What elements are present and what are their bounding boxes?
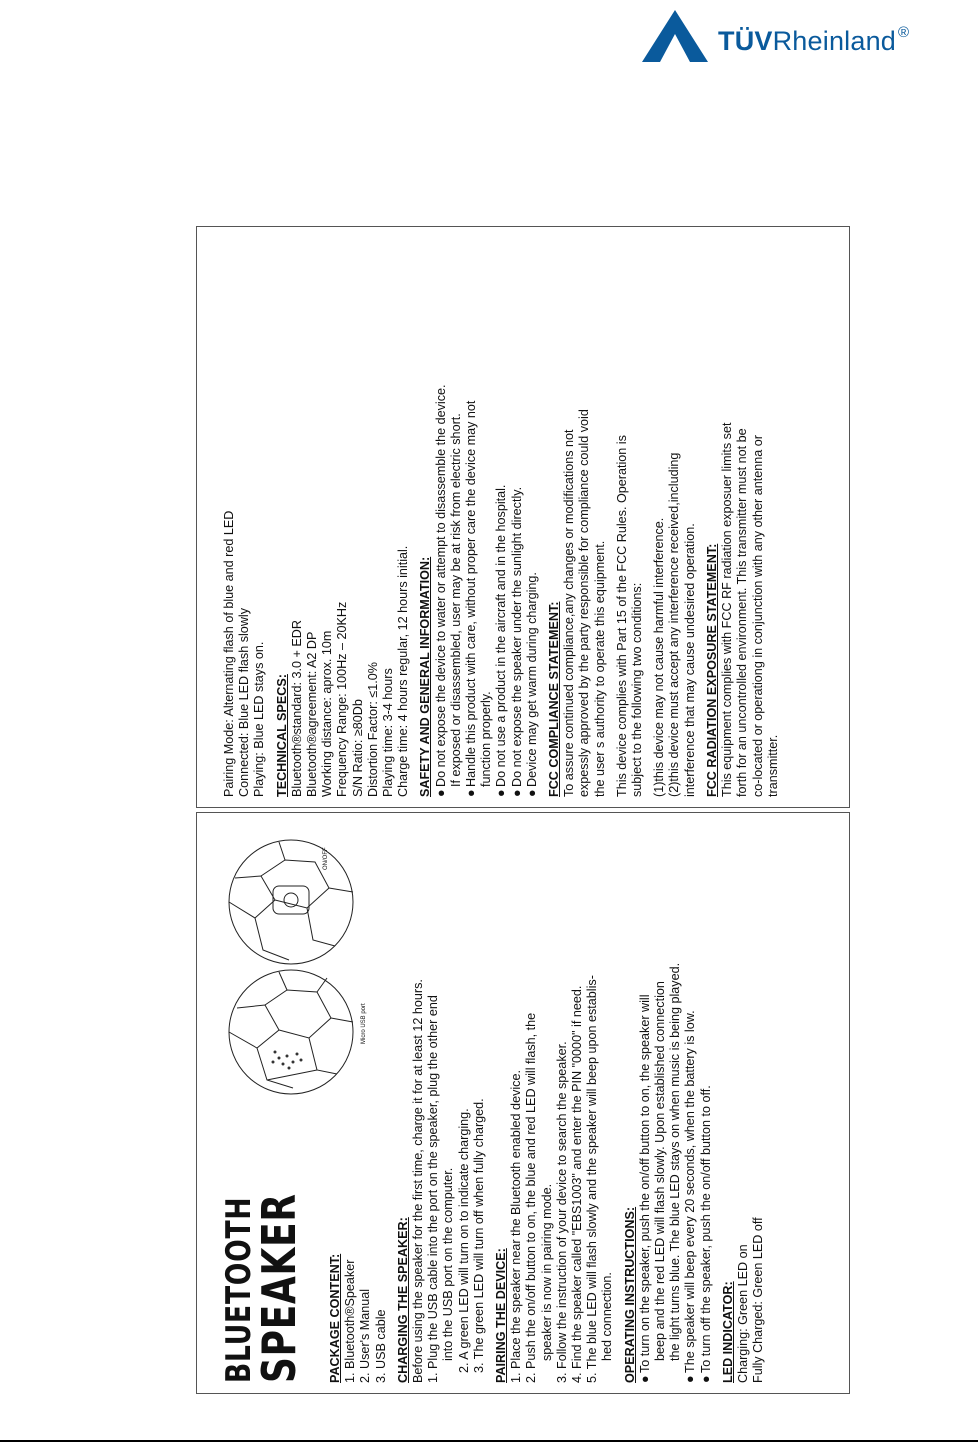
- pairing-step-cont: speaker is now in pairing mode.: [539, 1183, 554, 1361]
- safety-item: ●Do not use a product in the aircraft and in the hospital.: [494, 484, 509, 797]
- operating-item-cont: the light turns blue. The blue LED stays on when music is being played.: [668, 962, 683, 1361]
- fcc-line: expessly approved by the party responsible for compliance could void: [577, 409, 592, 797]
- safety-heading: SAFETY AND GENERAL INFORMATION:: [418, 556, 433, 797]
- speaker-ball-icon: [209, 812, 379, 1100]
- spec-line: Frequency Range: 100Hz – 20KHz: [335, 601, 350, 797]
- fcc-line: This device complies with Part 15 of the FCC Rules. Operation is: [614, 435, 629, 797]
- rf-heading: FCC RADIATION EXPOSURE STATEMENT:: [704, 543, 719, 797]
- usb-port-label: Micro USB port: [361, 1003, 367, 1044]
- manual-back-page: [196, 226, 850, 808]
- fcc-line: (1)this device may not cause harmful interference.: [652, 517, 667, 797]
- manual-front-content: [197, 813, 850, 1394]
- specs-heading: TECHNICAL SPECS:: [274, 674, 289, 797]
- rf-line: This equipment complies with FCC RF radiation exposuer limits set: [720, 422, 735, 797]
- fcc-line: interference that may cause undesired operation.: [682, 523, 697, 797]
- operating-item: ●The speaker will beep every 20 seconds, when the battery is low.: [683, 1010, 698, 1383]
- pairing-step-cont: hed connection.: [600, 1272, 615, 1361]
- package-heading: PACKAGE CONTENT:: [328, 1253, 342, 1383]
- safety-item: ●Do not expose the device to water or attempt to disassemble the device.: [433, 384, 448, 797]
- pairing-step: 3. Follow the instruction of your device to search the speaker.: [554, 1041, 569, 1383]
- fcc-line: (2)this device must accept any interference received,including: [667, 452, 682, 797]
- tuv-triangle-icon: [640, 8, 710, 64]
- spec-line: Working distance: aprox. 10m: [320, 630, 335, 797]
- safety-item-cont: If exposed or disassembled, user may be at risk from electric short.: [448, 413, 463, 787]
- safety-item: ●Do not expose the speaker under the sunlight directly.: [509, 486, 524, 797]
- led-mode-line: Pairing Mode: Alternating flash of blue and red LED: [222, 510, 236, 797]
- tuv-rheinland-logo: [640, 8, 960, 68]
- charging-step: 3. The green LED will turn off when fully charged.: [471, 1098, 486, 1373]
- manual-front-page: [196, 812, 850, 1394]
- led-mode-line: Connected: Blue LED flash slowly: [237, 607, 252, 797]
- led-line: Fully Charged: Green LED off: [751, 1217, 766, 1383]
- charging-step: 1. Plug the USB cable into the port on the speaker, plug the other end: [426, 995, 441, 1383]
- pairing-step: 1. Place the speaker near the Bluetooth enabled device.: [509, 1070, 524, 1383]
- package-item: 3. USB cable: [373, 1309, 388, 1383]
- charging-step-cont: into the USB port on the computer.: [441, 1167, 456, 1361]
- operating-heading: OPERATING INSTRUCTIONS:: [622, 1206, 637, 1383]
- pairing-step: 2. Push the on/off button to on, the blue and red LED will flash, the: [524, 1012, 539, 1383]
- operating-item: ●To turn off the speaker, push the on/off button to off.: [698, 1085, 713, 1383]
- led-mode-line: Playing: Blue LED stays on.: [252, 641, 267, 797]
- pairing-step: 4. Find the speaker called "EBS1003" and enter the PIN "0000" if need.: [570, 985, 585, 1383]
- operating-item-cont: beep and the red LED will flash slowly. Upon established connection: [653, 981, 668, 1361]
- package-item: 1. Bluetooth®Speaker: [343, 1259, 358, 1383]
- charging-intro: Before using the speaker for the first time, charge it for at least 12 hours.: [411, 979, 426, 1383]
- safety-item-cont: function properly.: [479, 691, 494, 787]
- spec-line: S/N Ratio: ≥80Db: [350, 699, 365, 797]
- spec-line: Distortion Factor: ≤1.0%: [365, 662, 380, 797]
- power-switch-label: ON/OFF: [323, 847, 329, 870]
- charging-step: 2. A green LED will turn on to indicate charging.: [456, 1108, 471, 1373]
- safety-item: ●Handle this product with care, without proper care the device may not: [464, 400, 479, 797]
- charging-heading: CHARGING THE SPEAKER:: [395, 1217, 410, 1383]
- fcc-line: To assure continued compliance,any changes or modifications not: [562, 429, 577, 797]
- spec-line: Playing time: 3-4 hours: [381, 668, 396, 797]
- led-line: Charging: Green LED on: [736, 1244, 751, 1383]
- page-bottom-rule: [0, 1440, 978, 1442]
- fcc-heading: FCC COMPLIANCE STATEMENT:: [547, 601, 562, 797]
- rf-line: co-located or operationg in conjunction with any other antenna or: [750, 435, 765, 797]
- rf-line: transmitter.: [765, 734, 780, 797]
- title-line-1: BLUETOOTH: [219, 1196, 259, 1383]
- operating-item: ●To turn on the speaker, push the on/off button to on, the speaker will: [637, 994, 652, 1383]
- fcc-line: subject to the following two conditions:: [630, 582, 645, 797]
- package-item: 2. User's Manual: [358, 1288, 373, 1383]
- title-line-2: SPEAKER: [252, 1193, 306, 1383]
- fcc-line: the user s authority to operate this equipment.: [592, 540, 607, 797]
- safety-item: ●Device may get warm during charging.: [524, 572, 539, 797]
- spec-line: Bluetooth®standard: 3.0 + EDR: [289, 620, 304, 797]
- manual-back-content: [197, 227, 850, 808]
- led-heading: LED INDICATOR:: [720, 1281, 735, 1383]
- rf-line: forth for an uncontrolled environment. This transmitter must not be: [735, 428, 750, 797]
- pairing-step: 5. The blue LED will flash slowly and the speaker will beep upon establis-: [585, 975, 600, 1383]
- speaker-illustration: [209, 812, 379, 1100]
- spec-line: Bluetooth®agreement: A2 DP: [305, 631, 320, 797]
- spec-line: Charge time: 4 hours regular, 12 hours initial.: [396, 545, 411, 797]
- pairing-heading: PAIRING THE DEVICE:: [494, 1248, 509, 1383]
- logo-wordmark: TÜVRheinland ®: [718, 24, 910, 56]
